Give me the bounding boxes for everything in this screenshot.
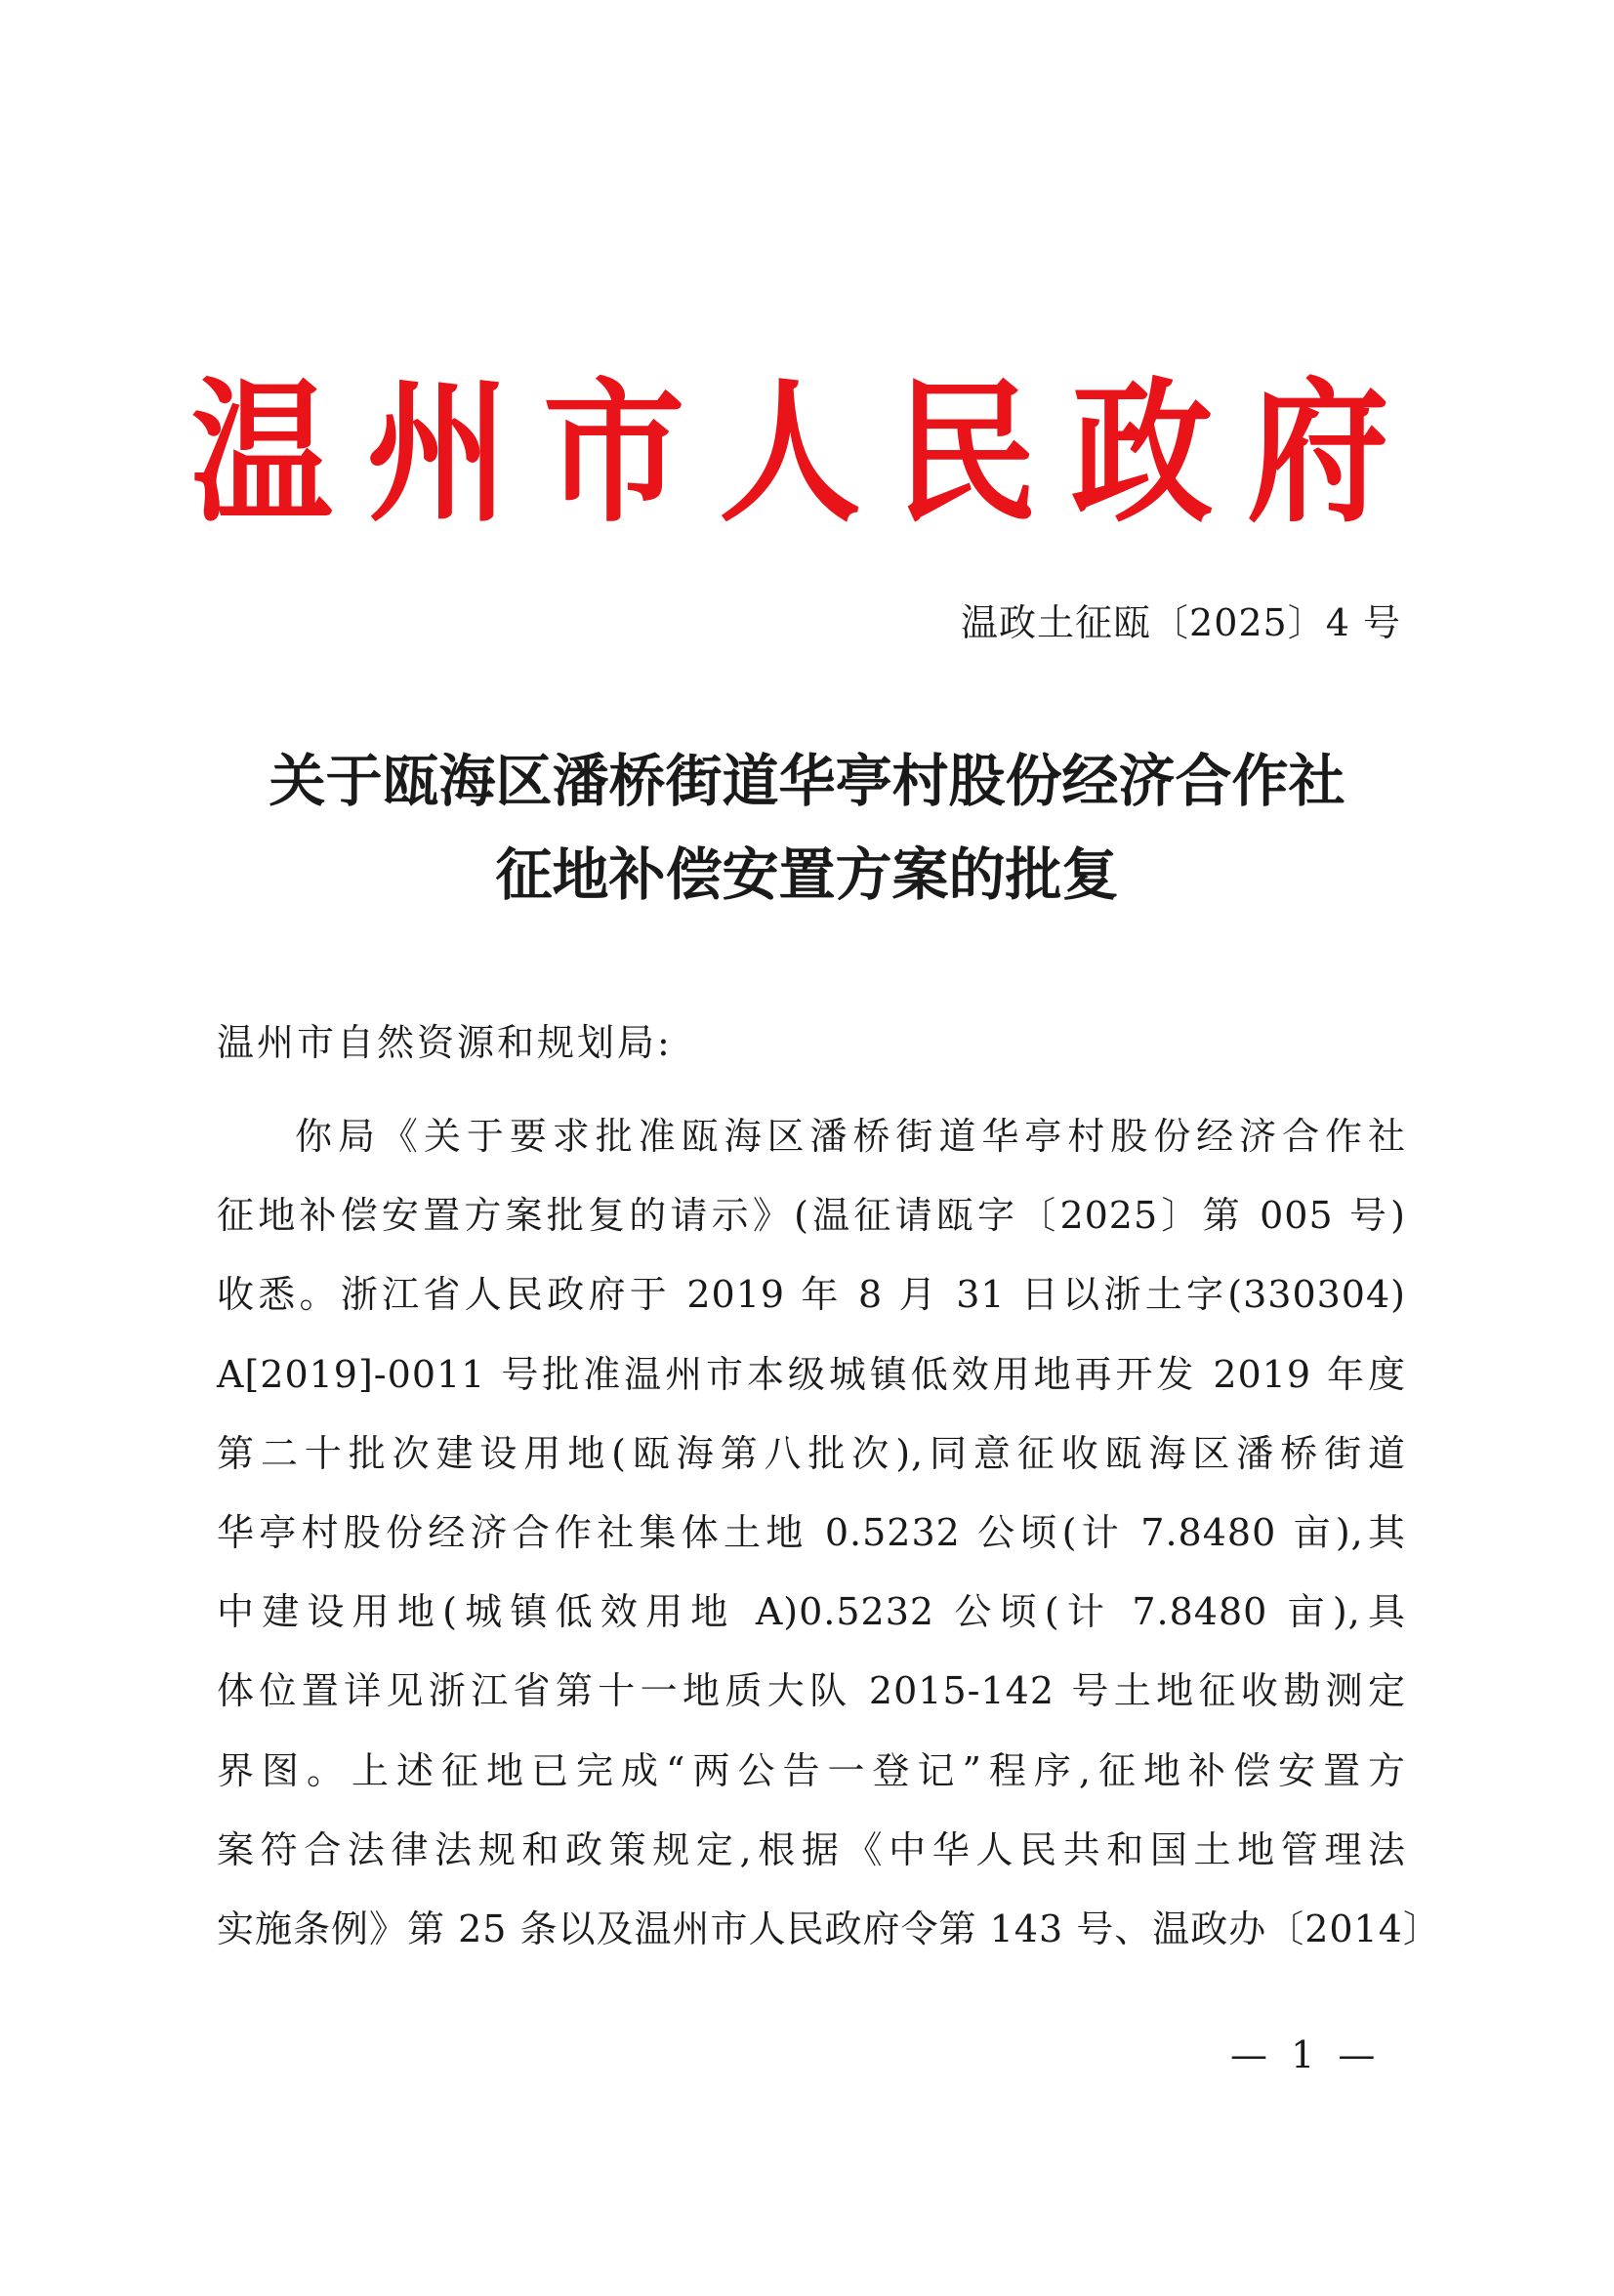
- body-line: 征地补偿安置方案批复的请示》(温征请瓯字〔2025〕第 005 号): [217, 1194, 1406, 1238]
- body-line: 华亭村股份经济合作社集体土地 0.5232 公顷(计 7.8480 亩),其: [217, 1510, 1406, 1554]
- body-line: 界图。上述征地已完成“两公告一登记”程序,征地补偿安置方: [217, 1748, 1406, 1792]
- addressee: 温州市自然资源和规划局:: [217, 1021, 673, 1064]
- issuer-masthead: 温州市人民政府: [190, 364, 1424, 544]
- title-line-2: 征地补偿安置方案的批复: [495, 841, 1119, 908]
- page-number: — 1 —: [1230, 2033, 1382, 2076]
- body-line: 你局《关于要求批准瓯海区潘桥街道华亭村股份经济合作社: [295, 1115, 1406, 1158]
- body-line: 体位置详见浙江省第十一地质大队 2015-142 号土地征收勘测定: [217, 1669, 1406, 1713]
- title-line-1: 关于瓯海区潘桥街道华亭村股份经济合作社: [269, 748, 1345, 814]
- body-line: 中建设用地(城镇低效用地 A)0.5232 公顷(计 7.8480 亩),具: [217, 1590, 1406, 1634]
- body-line: 案符合法律法规和政策规定,根据《中华人民共和国土地管理法: [217, 1827, 1406, 1871]
- document-title: [0, 734, 1614, 922]
- body-line: 实施条例》第 25 条以及温州市人民政府令第 143 号、温政办〔2014〕: [217, 1906, 1441, 1950]
- body-line: A[2019]-0011 号批准温州市本级城镇低效用地再开发 2019 年度: [217, 1352, 1406, 1396]
- document-number: 温政土征瓯〔2025〕4 号: [961, 601, 1401, 644]
- body-line: 第二十批次建设用地(瓯海第八批次),同意征收瓯海区潘桥街道: [217, 1431, 1406, 1475]
- body-line: 收悉。浙江省人民政府于 2019 年 8 月 31 日以浙土字(330304): [217, 1273, 1406, 1317]
- body-paragraph: [217, 1097, 1441, 1969]
